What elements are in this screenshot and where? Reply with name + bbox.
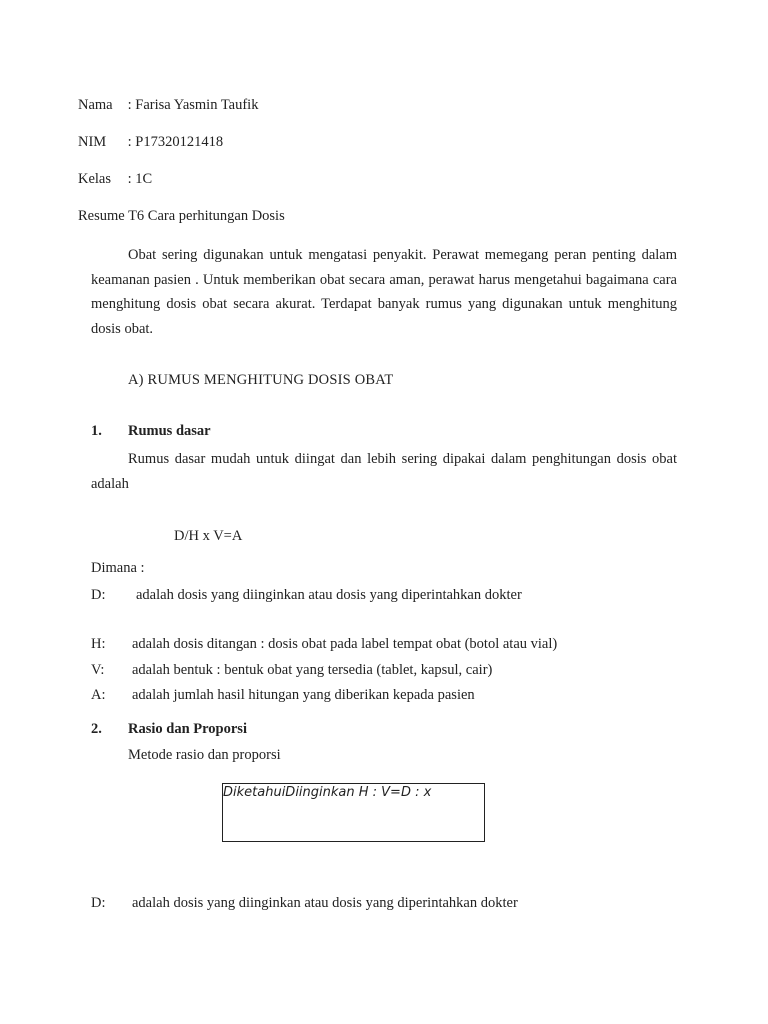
nim-row [78,134,223,151]
nim-value: : P17320121418 [127,134,224,150]
dimana-label: Dimana : [91,560,145,576]
kelas-label: Kelas [78,171,112,187]
definition-key: H: [91,636,106,652]
definition-key: D: [91,587,106,603]
definition-value: adalah dosis ditangan : dosis obat pada label tempat obat (botol atau vial) [132,636,558,652]
nim-label: NIM [78,134,107,150]
ratio-formula: DiketahuiDiinginkan H : V=D : x [223,785,432,800]
definition-value: adalah bentuk : bentuk obat yang tersedia (tablet, kapsul, cair) [132,662,493,678]
definition-value: adalah dosis yang diinginkan atau dosis yang diperintahkan dokter [132,895,518,911]
basic-formula: D/H x V=A [174,528,243,544]
item1-text-line2: obat adalah [91,451,678,492]
section-a-heading: A) RUMUS MENGHITUNG DOSIS OBAT [128,372,394,388]
definition-value: adalah dosis yang diinginkan atau dosis yang diperintahkan dokter [136,587,522,603]
intro-paragraph [91,243,677,341]
name-value: : Farisa Yasmin Taufik [127,97,259,113]
item1-title: Rumus dasar [128,423,211,439]
resume-title: Resume T6 Cara perhitungan Dosis [78,208,285,224]
item1-text-line1: Rumus dasar mudah untuk diingat dan lebih sering dipakai dalam penghitungan dosis [128,451,647,467]
intro-rest: dalam keamanan pasien . Untuk memberikan obat secara aman, perawat harus mengetahui bagaimana cara menghitung dosis obat secara akurat. Terdapat banyak rumus yang digunakan untuk menghitung dosis obat. [91,247,678,337]
definition-key: V: [91,662,105,678]
ratio-formula-box [222,783,485,842]
item1-paragraph [91,447,677,496]
name-label: Nama [78,97,113,113]
name-row [78,97,258,114]
item1-number: 1. [91,423,102,439]
intro-line1: Obat sering digunakan untuk mengatasi penyakit. Perawat memegang peran penting [128,247,636,263]
item2-number: 2. [91,721,102,737]
item2-subtitle: Metode rasio dan proporsi [128,747,281,763]
definition-key: A: [91,687,106,703]
kelas-value: : 1C [127,171,153,187]
item2-title: Rasio dan Proporsi [128,721,247,737]
definition-key: D: [91,895,106,911]
definition-value: adalah jumlah hasil hitungan yang diberikan kepada pasien [132,687,475,703]
kelas-row [78,171,152,188]
